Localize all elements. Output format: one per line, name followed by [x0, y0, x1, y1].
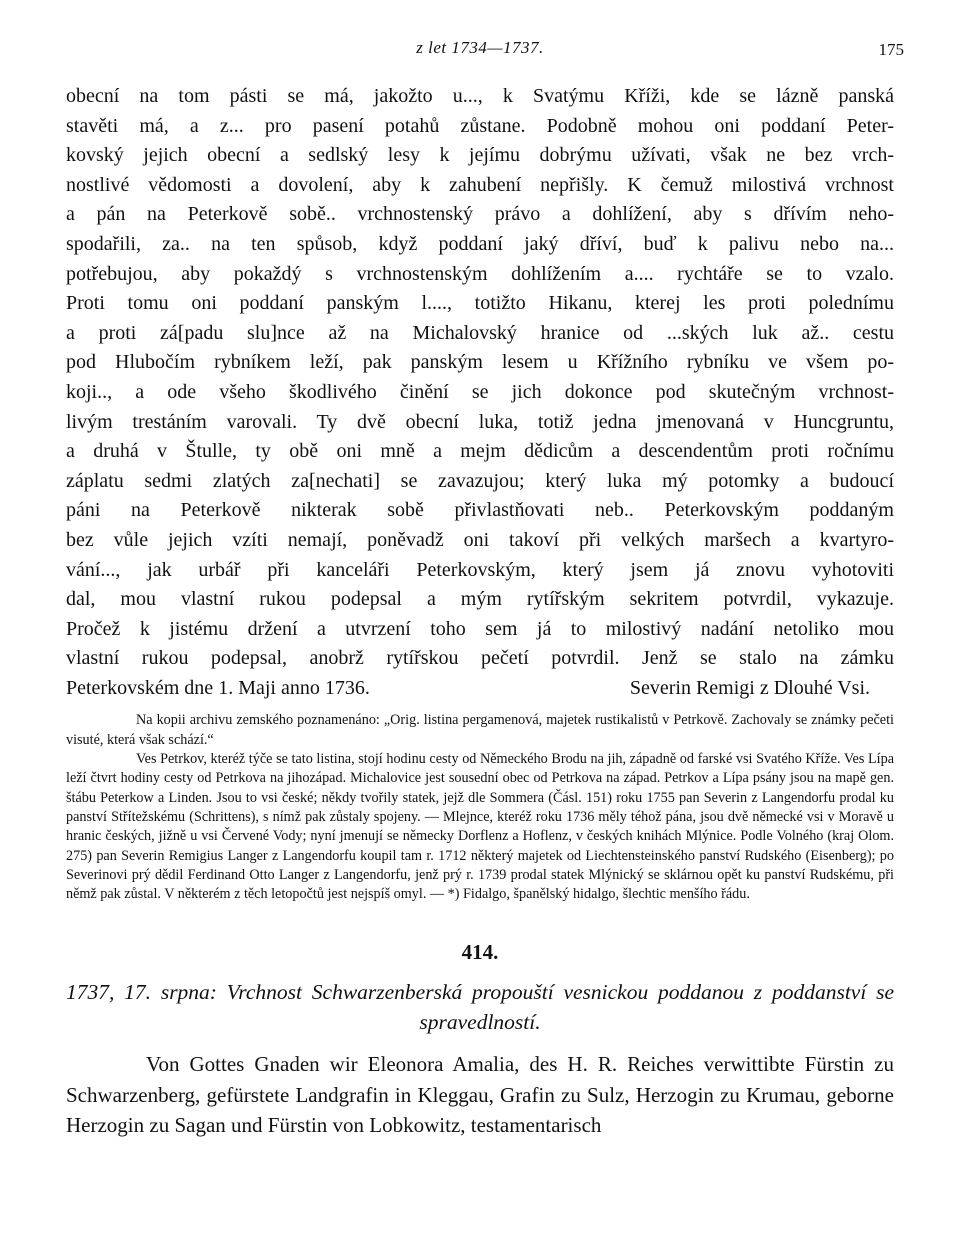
- text-line: potřebujou, aby pokaždý s vrchnostenským dohlížením a.... rychtáře se to vzalo.: [66, 262, 894, 285]
- text-line: páni na Peterkově nikterak sobě přivlastňovati neb.. Peterkovským poddaným: [66, 499, 894, 522]
- main-text: [66, 82, 894, 703]
- text-line: pod Hlubočím rybníkem leží, pak panským lesem u Křížního rybníku ve všem po-: [66, 351, 894, 374]
- document-text: Von Gottes Gnaden wir Eleonora Amalia, des H. R. Reiches verwittibte Fürstin zu Schwarzenberg, gefürstete Landgrafin in Kleggau, Grafin zu Sulz, Herzogin zu Krumau, geborne Herzogin zu Sagan und Fürstin von Lobkowitz, testamentarisch: [66, 1052, 894, 1138]
- footnotes: [66, 711, 894, 904]
- text-line: Proti tomu oni poddaní panským l...., totižto Hikanu, kterej les proti polednímu: [66, 292, 894, 315]
- document-heading: 1737, 17. srpna: Vrchnost Schwarzenberská propouští vesnickou poddanou z poddanství se spravedlností.: [66, 980, 894, 1035]
- text-line: a proti zá[padu slu]nce až na Michalovský hranice od ...ských luk až.. cestu: [66, 321, 894, 344]
- text-line: stavěti má, a z... pro pasení potahů zůstane. Podobně mohou oni poddaní Peter-: [66, 114, 894, 137]
- text-line: a druhá v Štulle, ty obě oni mně a mejm dědicům a descendentům proti ročnímu: [66, 440, 894, 463]
- running-title: z let 1734—1737.: [416, 38, 544, 57]
- text-line: livým trestáním varovali. Ty dvě obecní luka, totiž jedna jmenovaná v Huncgruntu,: [66, 410, 894, 433]
- page: [66, 36, 904, 1141]
- text-line: vlastní rukou podepsal, anobrž rytířskou pečetí potvrdil. Jenž se stalo na zámku: [66, 647, 894, 670]
- text-line: koji.., a ode všeho škodlivého činění se jich dokonce pod skutečným vrchnost-: [66, 380, 894, 403]
- signature: Severin Remigi z Dlouhé Vsi.: [629, 676, 870, 699]
- text-line: nostlivé vědomosti a dovolení, aby k zahubení nepřišly. K čemuž milostivá vrchnost: [66, 173, 894, 196]
- text-line: obecní na tom pásti se má, jakožto u..., k Svatýmu Kříži, kde se lázně panská: [66, 85, 894, 107]
- document-number: 414.: [461, 940, 499, 965]
- text-line: a pán na Peterkově sobě.. vrchnostenský právo a dohlížení, aby s dřívím neho-: [66, 203, 894, 226]
- closing-row: [66, 674, 894, 704]
- text-line: spodařili, za.. na ten spůsob, když poddaní jaký dříví, buď k palivu nebo na...: [66, 232, 894, 255]
- text-line: kovský jejich obecní a sedlský lesy k jejímu dobrýmu užívati, však ne bez vrch-: [66, 144, 894, 167]
- page-number: 175: [878, 40, 904, 59]
- note-archive: Na kopii archivu zemského poznamenáno: „Orig. listina pergamenová, majetek rustikalistů v Petrkově. Zachovaly se známky pečeti visuté, která však schází.“: [66, 712, 894, 748]
- text-line: dal, mou vlastní rukou podepsal a mým rytířským sekritem potvrdil, vykazuje.: [66, 588, 894, 611]
- running-head: [66, 36, 904, 66]
- text-line: vání..., jak urbář při kanceláři Peterkovským, který jsem já znovu vyhotoviti: [66, 558, 894, 581]
- note-commentary: Ves Petrkov, kteréž týče se tato listina, stojí hodinu cesty od Německého Brodu na jih, západně od farské vsi Svatého Kříže. Ves Lípa leží čtvrt hodiny cesty od Petrkova na jihozápad. Michalovice jest sousední obec od Petrkova na západ. Petrkov a Lípa psány jsou na mapě gen. štábu Peterkow a Linden. Jsou to vsi české; někdy tvořily statek, jejž dle Sommera (Čásl. 151) roku 1755 pan Severin z Langendorfu prodal ku panství Střítežskému (Schrittens), s nímž pak zůstaly spojeny. — Mlejnce, kteréž roku 1736 měly téhož pána, jsou dvě německé vsi v Moravě u hranic českých, jižně u vsi Červené Vody; nyní jmenují se německy Dorflenz a Hoflenz, v českých knihách Mlýnice. Podle Volného (kraj Olom. 275) pan Severin Remigius Langer z Langendorfu koupil tam r. 1712 některý majetek od Liechtensteinského panství Rudského (Eisenberg); po Severinovi prý dědil Ferdinand Otto Langer z Langendorfu, jenž prý r. 1739 prodal statek Mlýnický se sklárnou opět ku panství Rudskému, při němž pak zůstal. V některém z těch letopočtů jest nejspíš omyl. — *) Fidalgo, španělský hidalgo, šlechtic menšího řádu.: [66, 751, 894, 903]
- text-line: Pročež k jistému držení a utvrzení toho sem já to milostivý nadání netoliko mou: [66, 617, 894, 640]
- text-line: bez vůle jejich vzíti nemají, poněvadž oni takoví při velkých maršech a kvartyro-: [66, 528, 894, 551]
- text-line: záplatu sedmi zlatých za[nechati] se zavazujou; který luka mý potomky a budoucí: [66, 469, 894, 492]
- closing-date-line: Peterkovském dne 1. Maji anno 1736.: [66, 676, 370, 699]
